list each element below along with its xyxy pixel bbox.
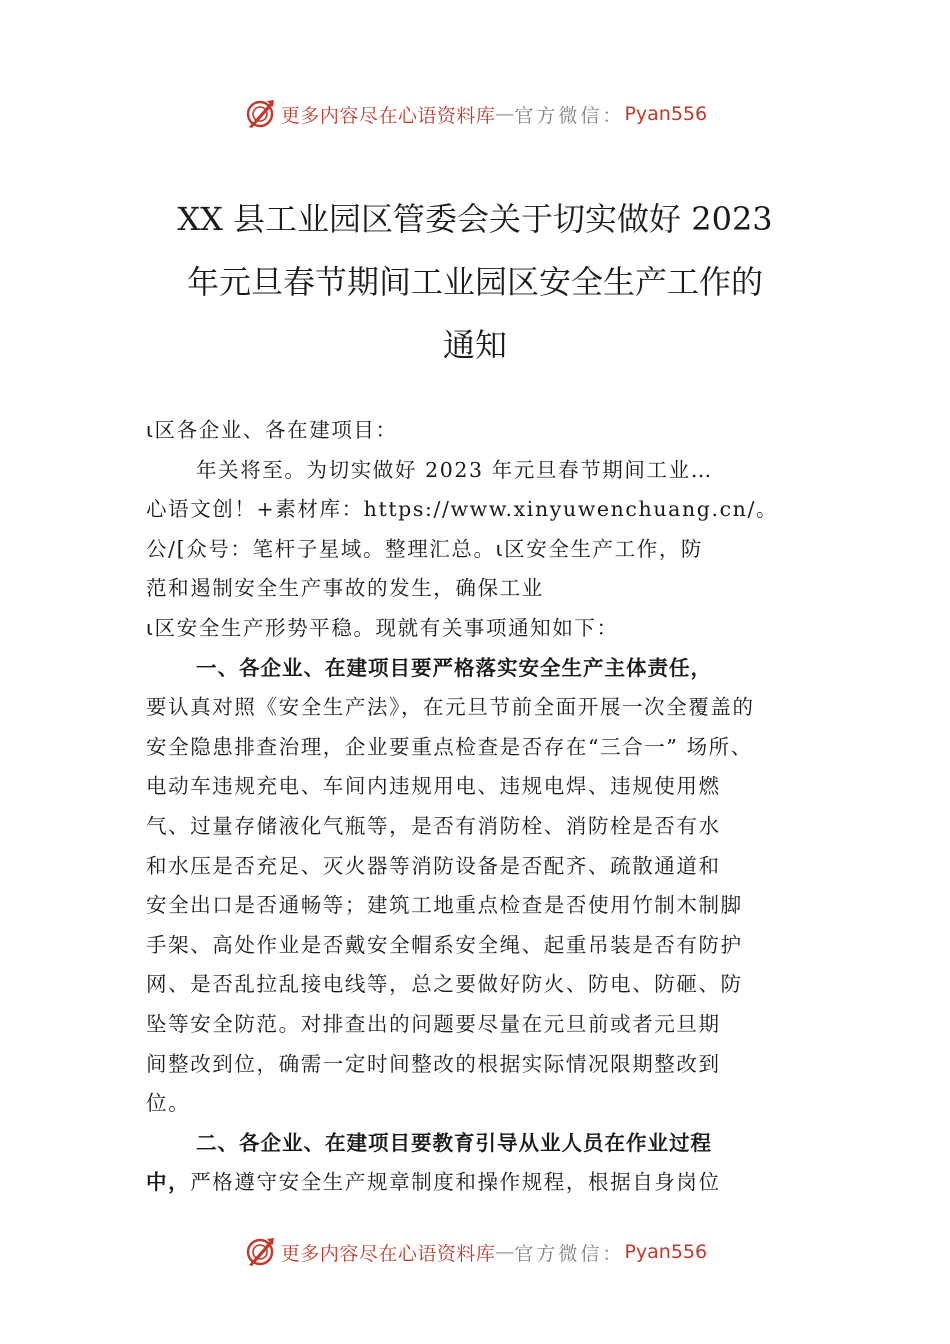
paragraph-line: 年关将至。为切实做好 2023 年元旦春节期间工业… xyxy=(196,457,713,482)
footer-watermark-banner xyxy=(0,1230,950,1274)
banner-wechat-id: Pyan556 xyxy=(624,1241,708,1263)
paragraph-line: 间整改到位，确需一定时间整改的根据实际情况限期整改到 xyxy=(146,1051,721,1076)
banner-wechat-id: Pyan556 xyxy=(624,103,708,125)
quill-seal-icon xyxy=(243,1235,277,1269)
banner-brand-text: 更多内容尽在心语资料库 xyxy=(280,1242,496,1265)
salutation-line: ⍳区各企业、各在建项目： xyxy=(146,418,398,442)
paragraph-line: 心语文创！+素材库：https://www.xinyuwenchuang.cn/。 xyxy=(146,497,779,522)
paragraph-line: 和水压是否充足、灭火器等消防设备是否配齐、疏散通道和 xyxy=(146,853,721,878)
paragraph-line: 网、是否乱拉乱接电线等，总之要做好防火、防电、防砸、防 xyxy=(146,972,743,997)
paragraph-line: 气、过量存储液化气瓶等，是否有消防栓、消防栓是否有水 xyxy=(146,813,721,838)
banner-separator: — xyxy=(495,1241,515,1263)
document-title xyxy=(100,188,850,377)
paragraph-line: 要认真对照《安全生产法》，在元旦节前全面开展一次全覆盖的 xyxy=(146,695,755,720)
paragraph-line: 范和遏制安全生产事故的发生，确保工业 xyxy=(146,576,544,601)
title-line: 年元旦春节期间工业园区安全生产工作的 xyxy=(186,263,763,301)
paragraph-line: 电动车违规充电、车间内违规用电、违规电焊、违规使用燃 xyxy=(146,774,721,799)
paragraph-line: ⍳区安全生产形势平稳。现就有关事项通知如下： xyxy=(146,615,619,640)
banner-brand-text: 更多内容尽在心语资料库 xyxy=(280,104,496,127)
section-heading-line: 二、各企业、在建项目要教育引导从业人员在作业过程 xyxy=(196,1130,712,1155)
section-heading-line: 一、各企业、在建项目要严格落实安全生产主体责任， xyxy=(196,655,712,680)
title-line: XX 县工业园区管委会关于切实做好 2023 xyxy=(177,200,773,238)
header-watermark-banner xyxy=(0,92,950,136)
banner-official-label: 官方微信： xyxy=(514,104,625,127)
paragraph-line: 位。 xyxy=(146,1091,191,1116)
paragraph-line xyxy=(146,1163,846,1203)
paragraph-fragment: 严格遵守安全生产规章制度和操作规程，根据自身岗位 xyxy=(190,1170,721,1195)
paragraph-line: 安全出口是否通畅等；建筑工地重点检查是否使用竹制木制脚 xyxy=(146,893,743,918)
paragraph-line: 坠等安全防范。对排查出的问题要尽量在元旦前或者元旦期 xyxy=(146,1011,721,1036)
paragraph-line: 手架、高处作业是否戴安全帽系安全绳、起重吊装是否有防护 xyxy=(146,932,743,957)
quill-seal-icon xyxy=(243,97,277,131)
document-body xyxy=(146,411,846,1203)
banner-official-label: 官方微信： xyxy=(514,1242,625,1265)
banner-separator: — xyxy=(495,103,515,125)
title-line: 通知 xyxy=(442,326,507,364)
paragraph-line: 安全隐患排查治理，企业要重点检查是否存在“三合一” 场所、 xyxy=(146,734,753,759)
paragraph-line: 公/[众号：笔杆子星域。整理汇总。⍳区安全生产工作，防 xyxy=(146,536,704,561)
bold-fragment: 中， xyxy=(146,1170,191,1195)
